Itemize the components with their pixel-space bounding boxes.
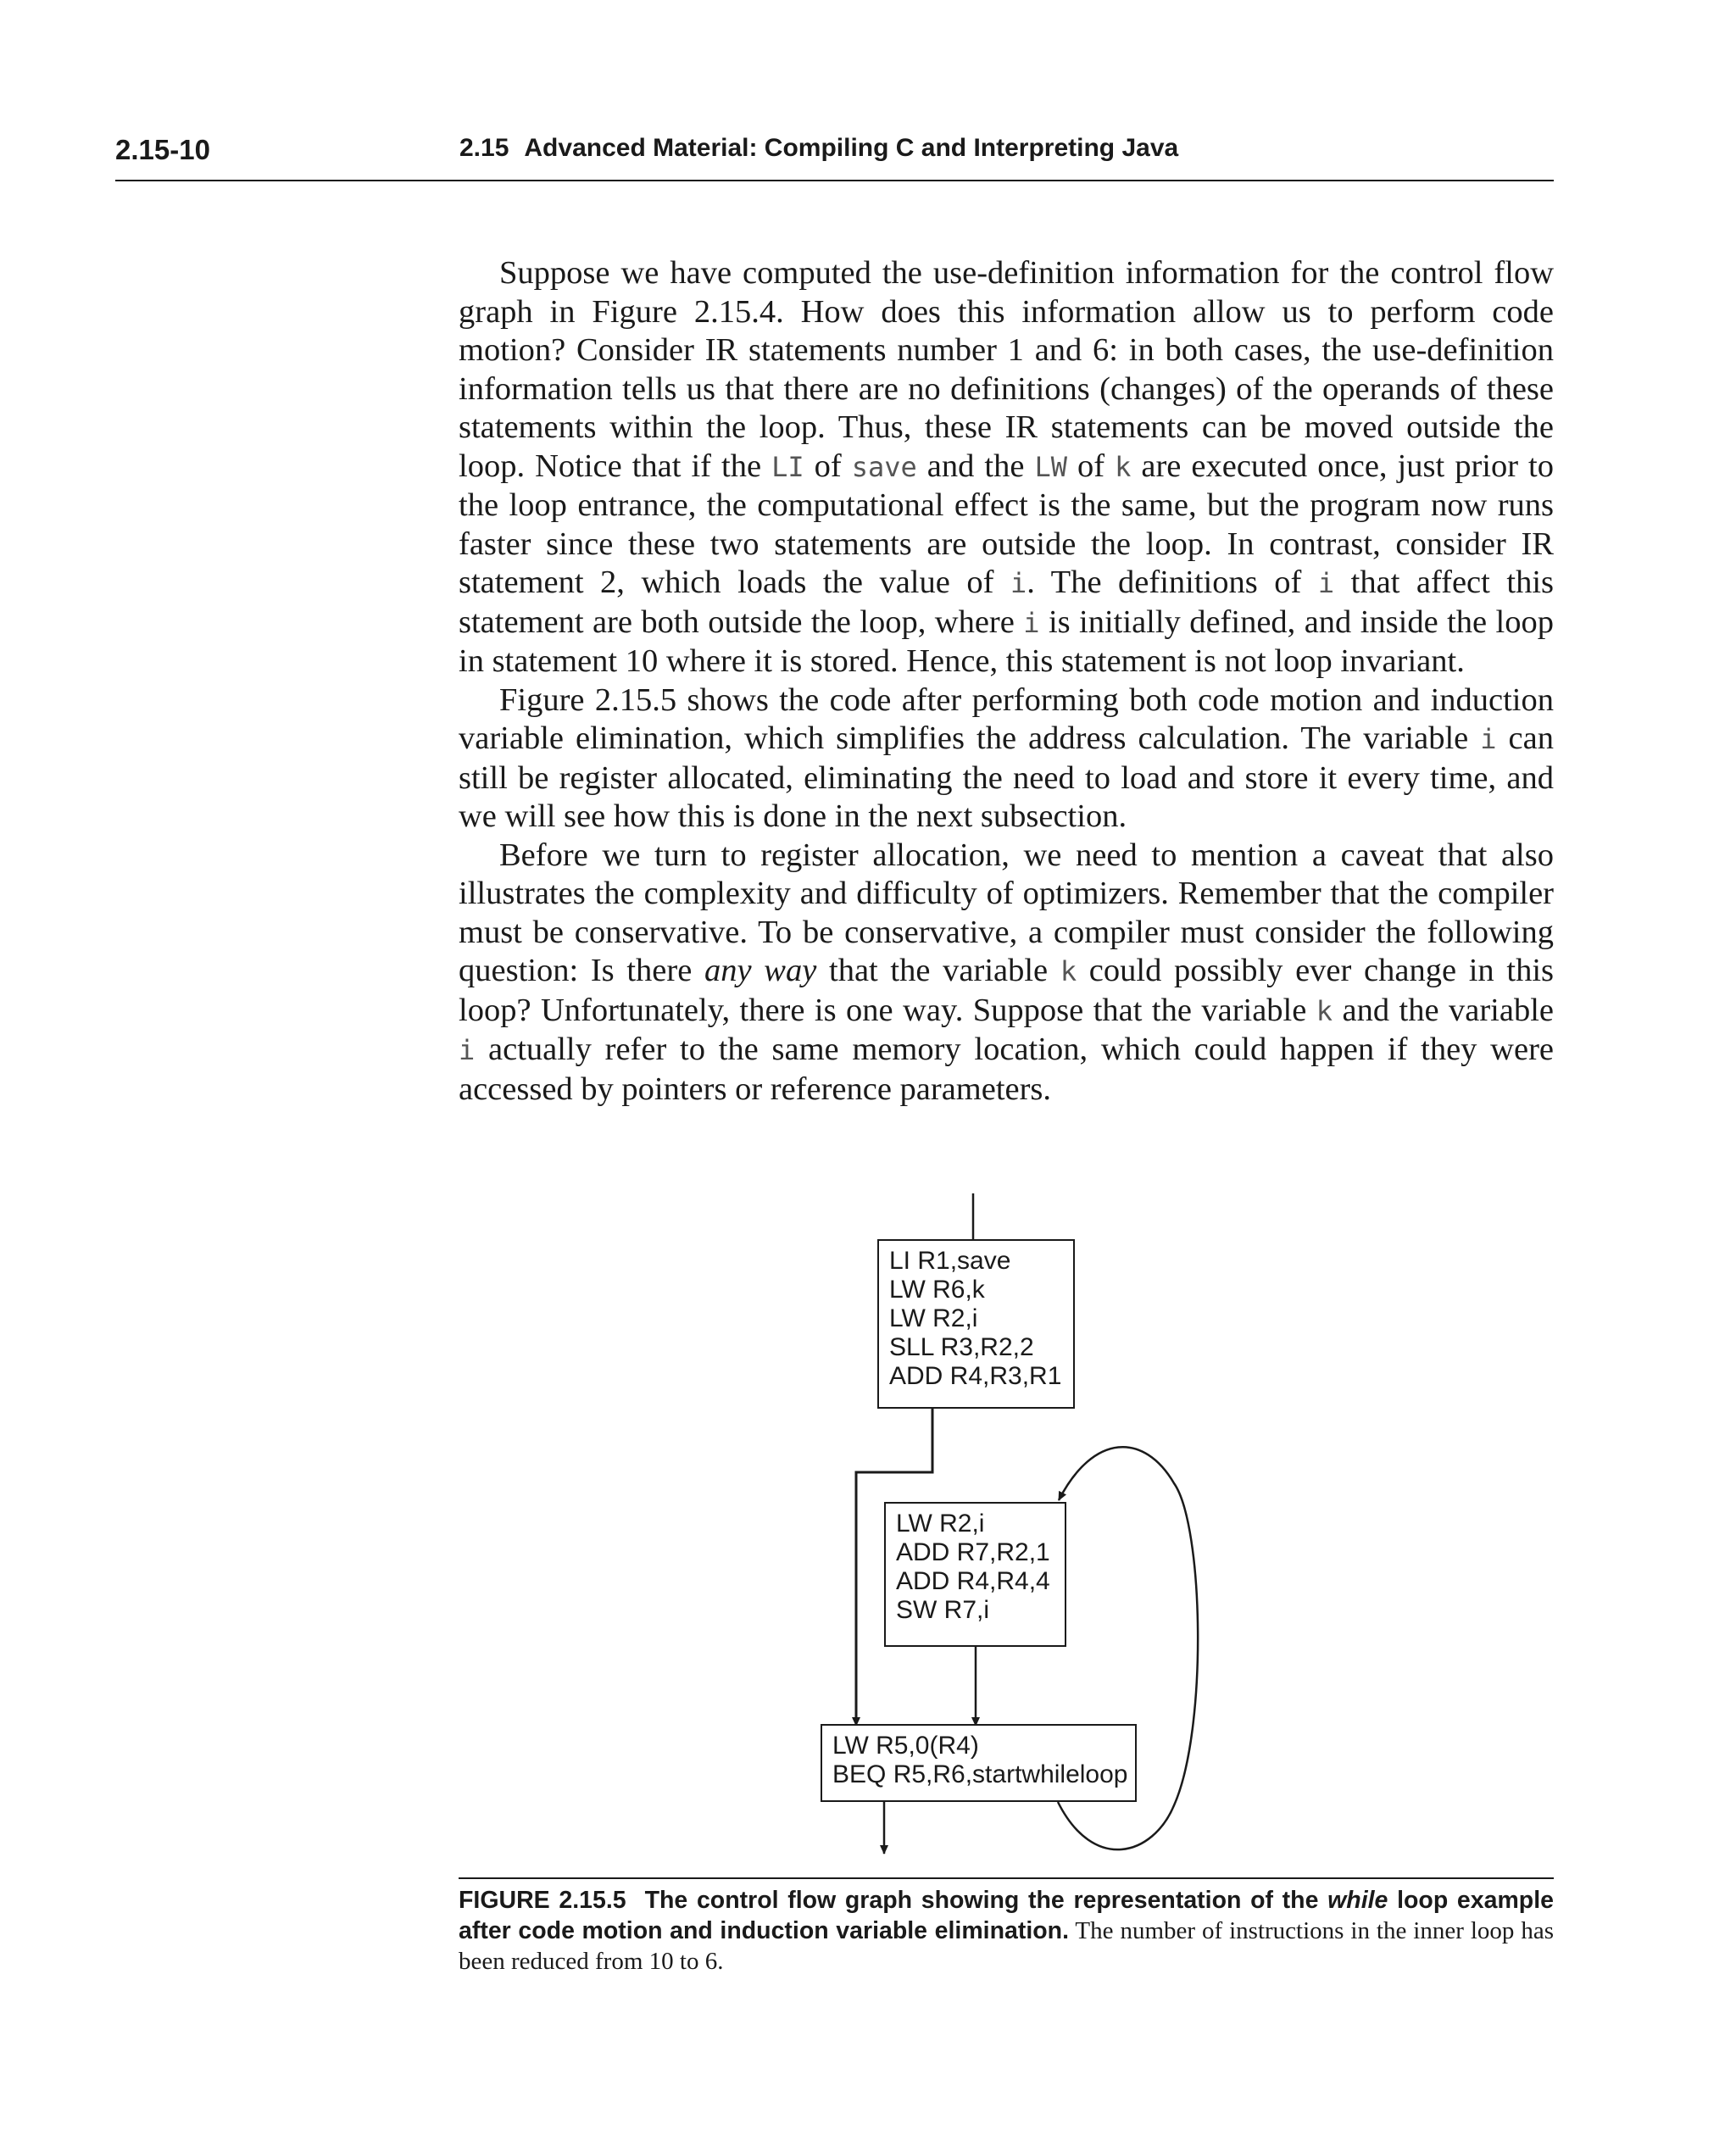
code-li: LI	[771, 450, 804, 483]
block-loop-test	[821, 1724, 1137, 1802]
caption-text: The number of instructions in the inner loop has been reduced from 10 to 6.	[459, 1917, 1554, 1975]
instruction: LW R2,i	[896, 1510, 985, 1538]
code-i: i	[1010, 567, 1027, 599]
section-number: 2.15	[459, 134, 509, 162]
code-i: i	[1023, 606, 1040, 639]
caption-rule	[459, 1877, 1554, 1879]
code-k: k	[1316, 994, 1333, 1027]
code-i: i	[1480, 723, 1497, 755]
figure-label: FIGURE 2.15.5	[459, 1887, 626, 1914]
instruction: LW R2,i	[889, 1304, 978, 1332]
instruction: SW R7,i	[896, 1596, 990, 1624]
code-i: i	[1317, 567, 1335, 599]
section-title: Advanced Material: Compiling C and Interpreting Java	[524, 134, 1179, 162]
emphasis: any way	[704, 953, 817, 988]
instruction: SLL R3,R2,2	[889, 1333, 1034, 1361]
instruction: BEQ R5,R6,startwhileloop	[832, 1760, 1128, 1788]
code-k: k	[1060, 955, 1077, 987]
instruction: LW R5,0(R4)	[832, 1732, 979, 1760]
paragraph-1: Suppose we have computed the use-definition information for the control flow graph in Figure 2.15.4. How does this information allow us to perform code motion? Consider IR statements number 1 and 6: in both cases, the use-definition information tells us that there are no definitions (changes) of the operands of these statements within the loop. Thus, these IR statements can be moved outside the loop. Notice that if the LI of save and the LW of k are executed once, just prior to the loop entrance, the computational effect is the same, but the program now runs faster since these two statements are outside the loop. In contrast, consider IR statement 2, which loads the value of i. The definitions of i that affect this statement are both outside the loop, where i is initially defined, and inside the loop in statement 10 where it is stored. Hence, this statement is not loop invariant.	[459, 255, 1554, 679]
caption-bold-italic: while	[1327, 1887, 1388, 1914]
code-lw: LW	[1034, 450, 1067, 483]
code-save: save	[851, 450, 917, 483]
caption-bold: The control flow graph showing the representation of the	[644, 1887, 1328, 1914]
instruction: LI R1,save	[889, 1247, 1011, 1275]
caption-bold: loop example after code motion and induction variable elimination.	[459, 1887, 1554, 1944]
instruction: ADD R4,R3,R1	[889, 1362, 1062, 1390]
paragraph-2: Figure 2.15.5 shows the code after performing both code motion and induction variable elimination, which simplifies the address calculation. The variable i can still be register allocated, eliminating the need to load and store it every time, and we will see how this is done in the next subsection.	[459, 681, 1554, 834]
instruction: ADD R4,R4,4	[896, 1567, 1050, 1595]
page-number: 2.15-10	[115, 134, 210, 165]
block-loop-body	[884, 1502, 1066, 1647]
paragraph-3: Before we turn to register allocation, we need to mention a caveat that also illustrates the complexity and difficulty of optimizers. Remember that the compiler must be conservative. To be conservative, a compiler must consider the following question: Is there any way that the variable k could possibly ever change in this loop? Unfortunately, there is one way. Suppose that the variable k and the variable i actually refer to the same memory location, which could happen if they were accessed by pointers or reference parameters.	[459, 837, 1555, 1107]
instruction: ADD R7,R2,1	[896, 1538, 1050, 1566]
code-i: i	[459, 1034, 476, 1066]
figure-caption	[459, 1885, 1554, 1977]
instruction: LW R6,k	[889, 1276, 985, 1304]
code-k: k	[1115, 450, 1132, 483]
block-preheader	[877, 1239, 1075, 1409]
